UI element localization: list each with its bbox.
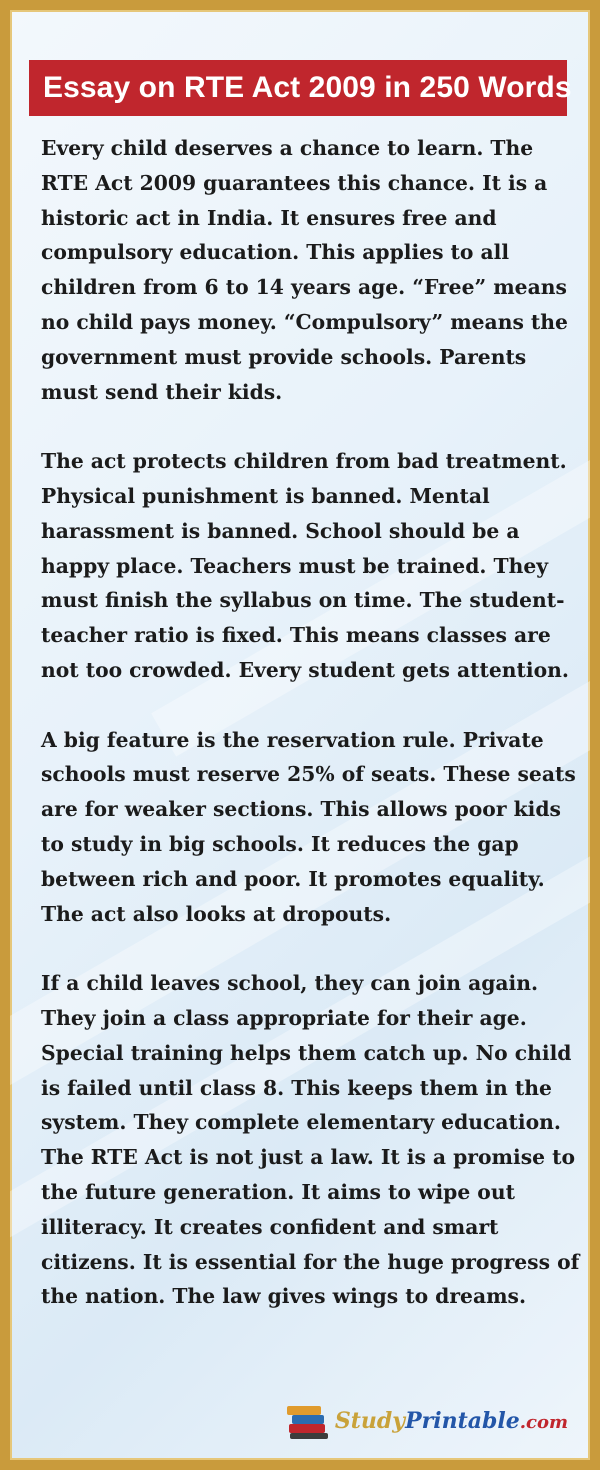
essay-paragraph: The act protects children from bad treatment. Physical punishment is banned. Mental harassment is banned. School should be a happy place. Teachers must be trained. They must finish the syllabus on time. The student-teacher ratio is fixed. This means classes are not too crowded. Every student gets attention.	[41, 449, 569, 682]
essay-body	[41, 131, 586, 1349]
essay-paragraph: Every child deserves a chance to learn. The RTE Act 2009 guarantees this chance. It is a historic act in India. It ensures free and compulsory education. This applies to all children from 6 to 14 years age. “Free” means no child pays money. “Compulsory” means the government must provide schools. Parents must send their kids.	[41, 136, 568, 404]
logo-printable: Printable	[405, 1408, 520, 1434]
logo-study: Study	[334, 1408, 406, 1434]
title-banner	[29, 60, 572, 116]
essay-paragraph: A big feature is the reservation rule. Private schools must reserve 25% of seats. These seats are for weaker sections. This allows poor kids to study in big schools. It reduces the gap between rich and poor. It promotes equality. The act also looks at dropouts.	[41, 727, 576, 926]
logo-text	[335, 1410, 568, 1432]
books-icon	[287, 1402, 329, 1440]
logo-com: .com	[519, 1412, 568, 1433]
site-logo	[287, 1402, 568, 1440]
essay-paragraph: If a child leaves school, they can join again. They join a class appropriate for their age. Special training helps them catch up. No child is failed until class 8. This keeps them in the system. They complete elementary education. The RTE Act is not just a law. It is a promise to the future generation. It aims to wipe out illiteracy. It creates confident and smart citizens. It is essential for the huge progress of the nation. The law gives wings to dreams.	[41, 971, 580, 1309]
page-title: Essay on RTE Act 2009 in 250 Words	[43, 71, 572, 104]
